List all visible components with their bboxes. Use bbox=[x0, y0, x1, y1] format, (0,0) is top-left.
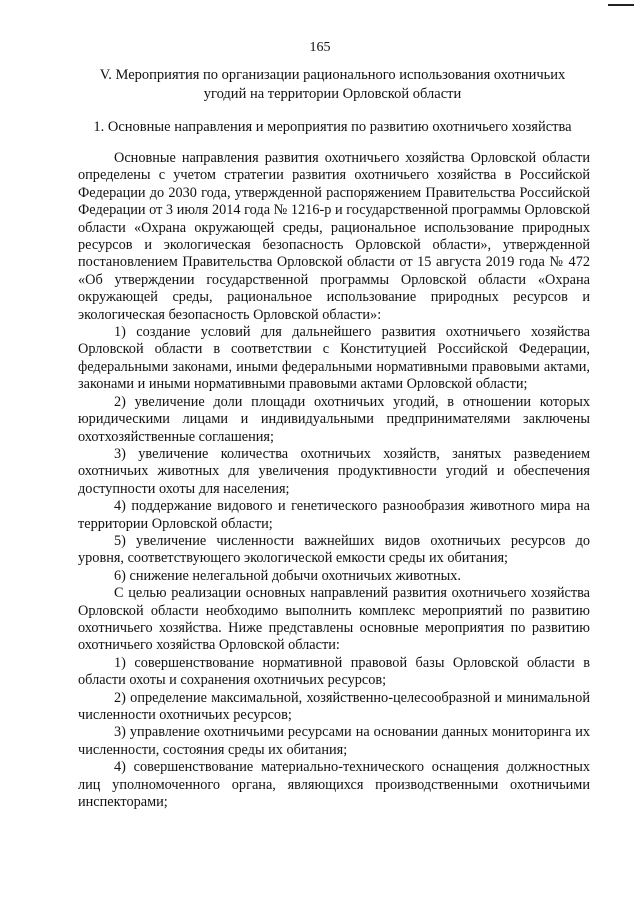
direction-item-1: 1) создание условий для дальнейшего развития охотничьего хозяйства Орловской области в соответствии с Конституцией Российской Федерации, федеральными законами, иными федеральными нормативными правовыми актами, законами и иными нормативными правовыми актами Орловской области; bbox=[78, 324, 590, 393]
measure-item-4: 4) совершенствование материально-технического оснащения должностных лиц уполномоченного органа, являющихся производственными охотничьими инспекторами; bbox=[78, 759, 590, 811]
direction-item-2: 2) увеличение доли площади охотничьих угодий, в отношении которых юридическими лицами и индивидуальными предпринимателями заключены охотхозяйственные соглашения; bbox=[78, 393, 590, 445]
measure-item-3: 3) управление охотничьими ресурсами на основании данных мониторинга их численности, состояния среды их обитания; bbox=[78, 724, 590, 758]
page-number: 165 bbox=[309, 40, 331, 55]
measures-intro-paragraph: С целью реализации основных направлений развития охотничьего хозяйства Орловской области необходимо выполнить комплекс мероприятий по развитию охотничьего хозяйства. Ниже представлены основные мероприятия по развитию охотничьего хозяйства Орловской области: bbox=[78, 585, 590, 654]
measure-item-1: 1) совершенствование нормативной правовой базы Орловской области в области охоты и сохранения охотничьих ресурсов; bbox=[78, 654, 590, 689]
section-title: V. Мероприятия по организации рационального использования охотничьих угодий на территории Орловской области bbox=[99, 67, 566, 102]
direction-item-3: 3) увеличение количества охотничьих хозяйств, занятых разведением охотничьих животных для увеличения продуктивности угодий и обеспечения доступности охоты для населения; bbox=[78, 445, 590, 497]
direction-item-5: 5) увеличение численности важнейших видов охотничьих ресурсов до уровня, соответствующего экологической емкости среды их обитания; bbox=[78, 532, 590, 567]
subsection-title: 1. Основные направления и мероприятия по развитию охотничьего хозяйства bbox=[93, 119, 572, 135]
direction-item-6: 6) снижение нелегальной добычи охотничьих животных. bbox=[114, 567, 461, 584]
measure-item-2: 2) определение максимальной, хозяйственно-целесообразной и минимальной численности охотничьих ресурсов; bbox=[78, 689, 590, 723]
body-text bbox=[78, 150, 590, 811]
direction-item-4: 4) поддержание видового и генетического разнообразия животного мира на территории Орловской области; bbox=[78, 498, 590, 532]
corner-scan-mark bbox=[608, 4, 634, 12]
intro-paragraph: Основные направления развития охотничьего хозяйства Орловской области определены с учетом стратегии развития охотничьего хозяйства в Российской Федерации до 2030 года, утвержденной распоряжением Правительства Российской Федерации от 3 июля 2014 года № 1216-р и государственной программы Орловской области «Охрана окружающей среды, рациональное использование природных ресурсов и экологическая безопасность Орловской области», утвержденной постановлением Правительства Орловской области от 15 августа 2019 года № 472 «Об утверждении государственной программы Орловской области «Охрана окружающей среды, рациональное использование природных ресурсов и экологическая безопасность Орловской области»: bbox=[78, 150, 590, 323]
